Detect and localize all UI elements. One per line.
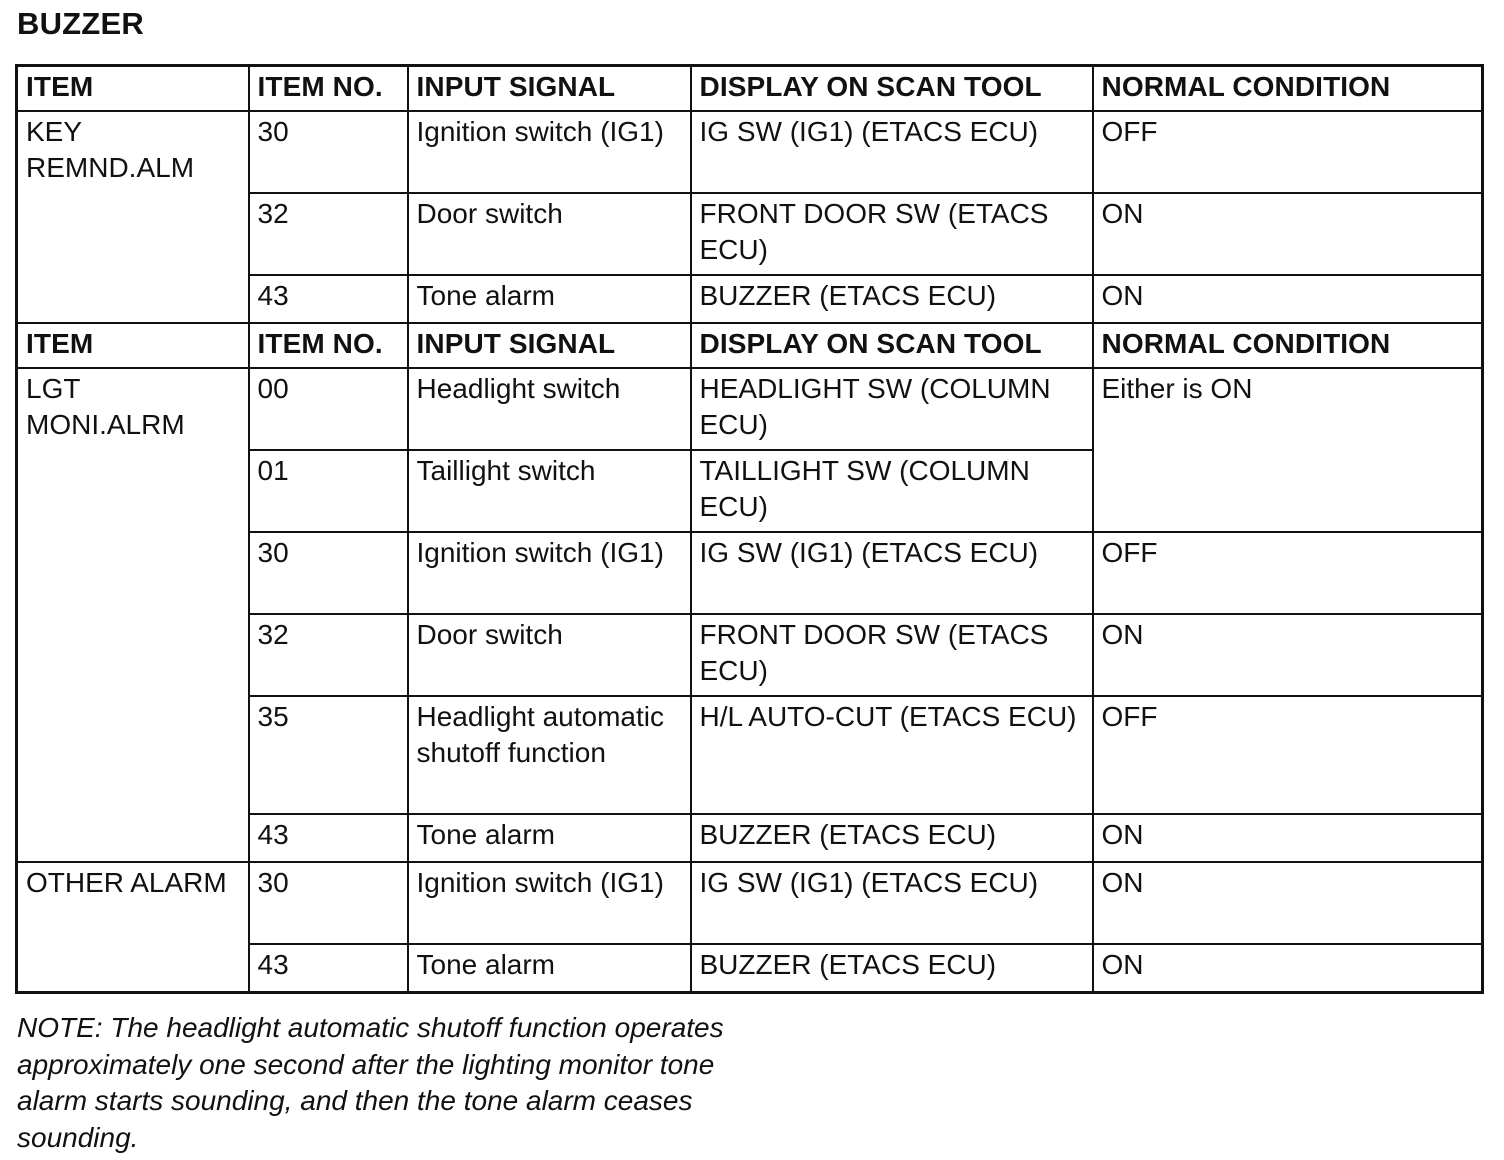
item-cell-other-alarm: OTHER ALARM bbox=[17, 862, 249, 993]
normal-condition-cell: ON bbox=[1093, 193, 1483, 275]
normal-condition-cell: Either is ON bbox=[1093, 368, 1483, 532]
display-cell: TAILLIGHT SW (COLUMN ECU) bbox=[691, 450, 1093, 532]
normal-condition-cell: OFF bbox=[1093, 111, 1483, 193]
normal-condition-cell: OFF bbox=[1093, 696, 1483, 814]
header-item-no: ITEM NO. bbox=[249, 323, 408, 368]
table-row bbox=[17, 368, 1483, 450]
item-no-cell: 35 bbox=[249, 696, 408, 814]
display-cell: IG SW (IG1) (ETACS ECU) bbox=[691, 862, 1093, 944]
header-item-no: ITEM NO. bbox=[249, 66, 408, 112]
display-cell: BUZZER (ETACS ECU) bbox=[691, 944, 1093, 993]
display-cell: FRONT DOOR SW (ETACS ECU) bbox=[691, 614, 1093, 696]
header-input-signal: INPUT SIGNAL bbox=[408, 323, 691, 368]
normal-condition-cell: OFF bbox=[1093, 532, 1483, 614]
input-signal-cell: Tone alarm bbox=[408, 944, 691, 993]
input-signal-cell: Ignition switch (IG1) bbox=[408, 111, 691, 193]
input-signal-cell: Headlight switch bbox=[408, 368, 691, 450]
item-no-cell: 43 bbox=[249, 814, 408, 862]
input-signal-cell: Headlight automatic shutoff function bbox=[408, 696, 691, 814]
item-no-cell: 43 bbox=[249, 944, 408, 993]
display-cell: IG SW (IG1) (ETACS ECU) bbox=[691, 532, 1093, 614]
item-no-cell: 32 bbox=[249, 193, 408, 275]
item-no-cell: 30 bbox=[249, 862, 408, 944]
header-display: DISPLAY ON SCAN TOOL bbox=[691, 66, 1093, 112]
normal-condition-cell: ON bbox=[1093, 614, 1483, 696]
page-title: BUZZER bbox=[17, 6, 144, 41]
input-signal-cell: Door switch bbox=[408, 614, 691, 696]
display-cell: FRONT DOOR SW (ETACS ECU) bbox=[691, 193, 1093, 275]
header-item: ITEM bbox=[17, 66, 249, 112]
normal-condition-cell: ON bbox=[1093, 275, 1483, 323]
item-no-cell: 01 bbox=[249, 450, 408, 532]
input-signal-cell: Ignition switch (IG1) bbox=[408, 532, 691, 614]
table-header-row bbox=[17, 66, 1483, 112]
header-input-signal: INPUT SIGNAL bbox=[408, 66, 691, 112]
normal-condition-cell: ON bbox=[1093, 862, 1483, 944]
item-no-cell: 43 bbox=[249, 275, 408, 323]
normal-condition-cell: ON bbox=[1093, 814, 1483, 862]
item-no-cell: 00 bbox=[249, 368, 408, 450]
table-row bbox=[17, 111, 1483, 193]
header-item: ITEM bbox=[17, 323, 249, 368]
input-signal-cell: Tone alarm bbox=[408, 814, 691, 862]
item-cell-key-remind: KEY REMND.ALM bbox=[17, 111, 249, 323]
input-signal-cell: Taillight switch bbox=[408, 450, 691, 532]
input-signal-cell: Door switch bbox=[408, 193, 691, 275]
table-row bbox=[17, 862, 1483, 944]
display-cell: HEADLIGHT SW (COLUMN ECU) bbox=[691, 368, 1093, 450]
buzzer-spec-table bbox=[15, 64, 1484, 994]
display-cell: IG SW (IG1) (ETACS ECU) bbox=[691, 111, 1093, 193]
item-cell-light-monitor: LGT MONI.ALRM bbox=[17, 368, 249, 862]
header-display: DISPLAY ON SCAN TOOL bbox=[691, 323, 1093, 368]
item-no-cell: 30 bbox=[249, 111, 408, 193]
display-cell: H/L AUTO-CUT (ETACS ECU) bbox=[691, 696, 1093, 814]
header-normal-condition: NORMAL CONDITION bbox=[1093, 66, 1483, 112]
input-signal-cell: Ignition switch (IG1) bbox=[408, 862, 691, 944]
normal-condition-cell: ON bbox=[1093, 944, 1483, 993]
item-no-cell: 32 bbox=[249, 614, 408, 696]
table-header-row bbox=[17, 323, 1483, 368]
input-signal-cell: Tone alarm bbox=[408, 275, 691, 323]
item-no-cell: 30 bbox=[249, 532, 408, 614]
display-cell: BUZZER (ETACS ECU) bbox=[691, 814, 1093, 862]
footnote: NOTE: The headlight automatic shutoff function operates approximately one second after the lighting monitor tone alarm starts sounding, and then the tone alarm ceases sounding. bbox=[17, 1012, 724, 1153]
display-cell: BUZZER (ETACS ECU) bbox=[691, 275, 1093, 323]
header-normal-condition: NORMAL CONDITION bbox=[1093, 323, 1483, 368]
